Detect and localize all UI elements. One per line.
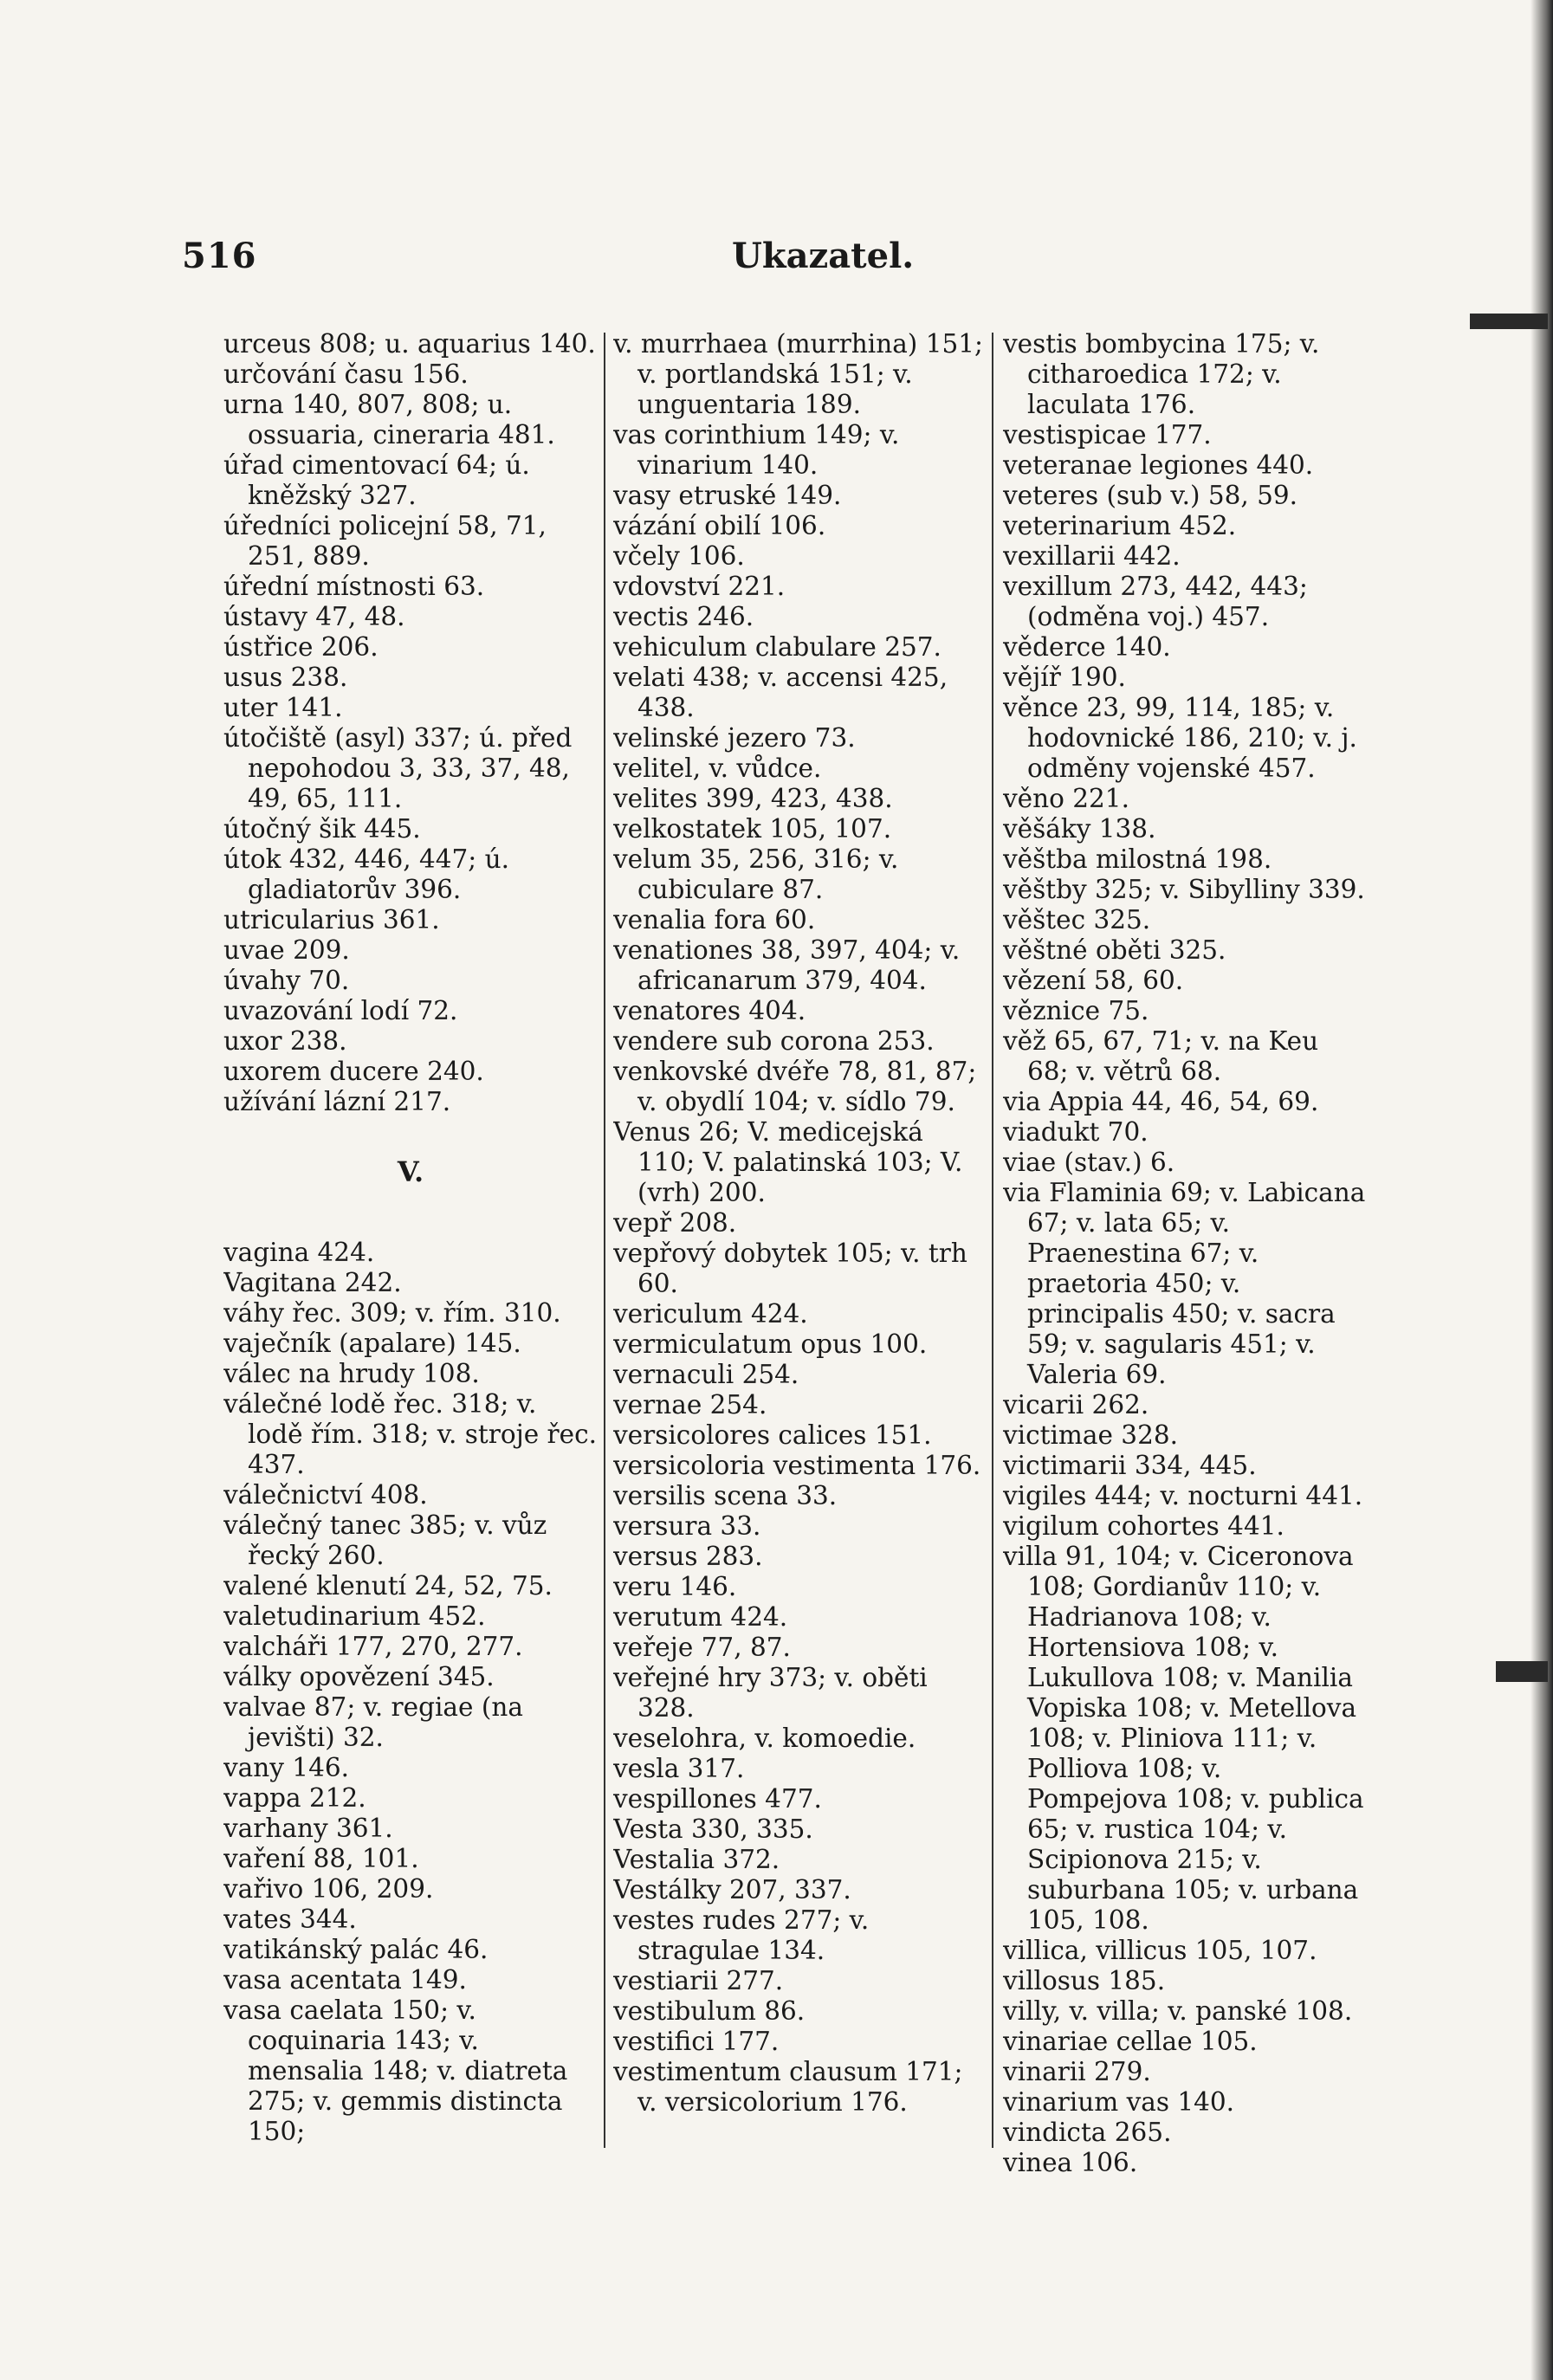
index-entry: válečnictví 408. [223,1480,428,1510]
index-entry: váhy řec. 309; v. řím. 310. [223,1298,561,1328]
running-title: Ukazatel. [732,236,915,276]
index-entry: vagina 424. [223,1238,375,1267]
index-column-2 [613,329,986,2118]
index-entry: via Flaminia 69; v. Labicana 67; v. lata 65; v. Praenestina 67; v. praetoria 450; v. principalis 450; v. sacra 59; v. sagularis 451; v. Valeria 69. [1003,1178,1366,1389]
index-entry: vas corinthium 149; v. vinarium 140. [613,420,900,480]
index-entry: uter 141. [223,693,343,722]
page-edge-shadow [1530,0,1553,2380]
index-entry: veřejné hry 373; v. oběti 328. [613,1663,928,1723]
index-entry: v. murrhaea (murrhina) 151; v. portlandská 151; v. unguentaria 189. [613,329,983,419]
index-entry: vernaculi 254. [613,1360,799,1389]
index-entry: vany 146. [223,1753,349,1782]
index-entry: valvae 87; v. regiae (na jevišti) 32. [223,1692,523,1752]
index-column-3 [1003,329,1367,2178]
index-entry: vindicta 265. [1003,2118,1172,2147]
index-entry: vexillum 273, 442, 443; (odměna voj.) 457. [1003,572,1308,631]
index-entry: vespillones 477. [613,1784,822,1814]
index-entry: velitel, v. vůdce. [613,753,822,783]
index-entry: vějíř 190. [1003,663,1126,692]
index-entry: vězení 58, 60. [1003,966,1184,995]
index-entry: valetudinarium 452. [223,1601,486,1631]
index-entry: vestiarii 277. [613,1966,784,1995]
index-entry: útočný šik 445. [223,814,421,844]
index-entry: věštba milostná 198. [1003,844,1272,874]
index-entry: věštby 325; v. Sibylliny 339. [1003,875,1365,904]
index-entry: válečné lodě řec. 318; v. lodě řím. 318; v. stroje řec. 437. [223,1389,598,1479]
index-entry: věšáky 138. [1003,814,1156,844]
index-entry: uvazování lodí 72. [223,996,458,1025]
index-entry: veřeje 77, 87. [613,1633,791,1662]
index-entry: uxor 238. [223,1026,347,1056]
index-entry: vehiculum clabulare 257. [613,632,942,662]
index-entry: vericulum 424. [613,1299,808,1329]
entries-group-u [223,329,598,1117]
index-entry: veselohra, v. komoedie. [613,1724,916,1753]
index-entry: uvae 209. [223,935,350,965]
index-entry: války opovězení 345. [223,1662,495,1691]
index-entry: věno 221. [1003,784,1129,813]
index-entry: valcháři 177, 270, 277. [223,1632,523,1661]
entries-group [1003,329,1367,2178]
index-entry: Vagitana 242. [223,1268,402,1297]
index-entry: útok 432, 446, 447; ú. gladiatorův 396. [223,844,509,904]
index-entry: versicolores calices 151. [613,1420,932,1450]
index-entry: vaření 88, 101. [223,1844,419,1873]
index-entry: vařivo 106, 209. [223,1874,434,1904]
index-entry: versura 33. [613,1511,761,1541]
index-entry: venatores 404. [613,996,806,1025]
index-entry: věderce 140. [1003,632,1171,662]
index-entry: válec na hrudy 108. [223,1359,480,1388]
index-entry: uxorem ducere 240. [223,1057,484,1086]
index-entry: ústřice 206. [223,632,379,662]
index-entry: určování času 156. [223,359,469,389]
index-entry: villosus 185. [1003,1966,1166,1995]
index-entry: urceus 808; u. aquarius 140. [223,329,596,359]
index-entry: věznice 75. [1003,996,1149,1025]
index-entry: versicoloria vestimenta 176. [613,1451,981,1480]
index-entry: vasa acentata 149. [223,1965,467,1995]
index-entry: veteranae legiones 440. [1003,450,1314,480]
index-entry: villa 91, 104; v. Ciceronova 108; Gordianův 110; v. Hadrianova 108; v. Hortensiova 108; v. Lukullova 108; v. Manilia Vopiska 108; v. Metellova 108; v. Pliniova 111; v. Polliova 108; v. Pompejova 108; v. publica 65; v. rustica 104; v. Scipionova 215; v. suburbana 105; v. urbana 105, 108. [1003,1542,1364,1935]
index-entry: vestes rudes 277; v. stragulae 134. [613,1905,870,1965]
index-entry: vinarii 279. [1003,2057,1151,2086]
entries-group-v [223,1238,598,2147]
column-divider [604,333,605,2148]
index-entry: victimarii 334, 445. [1003,1451,1257,1480]
index-entry: ústavy 47, 48. [223,602,405,631]
index-entry: usus 238. [223,663,348,692]
index-entry: velites 399, 423, 438. [613,784,893,813]
index-entry: vinariae cellae 105. [1003,2027,1258,2056]
index-entry: vendere sub corona 253. [613,1026,935,1056]
index-entry: velkostatek 105, 107. [613,814,892,844]
section-letter: V. [397,1155,424,1188]
index-entry: veteres (sub v.) 58, 59. [1003,481,1298,510]
index-entry: vepřový dobytek 105; v. trh 60. [613,1239,967,1298]
index-entry: venalia fora 60. [613,905,816,935]
edge-mark [1496,1661,1548,1682]
index-entry: Vestálky 207, 337. [613,1875,851,1905]
index-entry: villy, v. villa; v. panské 108. [1003,1996,1353,2026]
page-number: 516 [182,236,257,276]
index-entry: villica, villicus 105, 107. [1003,1936,1317,1965]
index-entry: úředníci policejní 58, 71, 251, 889. [223,511,547,571]
index-entry: útočiště (asyl) 337; ú. před nepohodou 3, 33, 37, 48, 49, 65, 111. [223,723,573,813]
index-entry: vasa caelata 150; v. coquinaria 143; v. mensalia 148; v. diatreta 275; v. gemmis distincta 150; [223,1995,568,2146]
index-entry: viadukt 70. [1003,1117,1149,1147]
index-entry: Venus 26; V. medicejská 110; V. palatinská 103; V. (vrh) 200. [613,1117,963,1207]
index-entry: venationes 38, 397, 404; v. africanarum 379, 404. [613,935,961,995]
index-column-1 [223,329,598,2147]
index-entry: vigiles 444; v. nocturni 441. [1003,1481,1363,1510]
index-entry: užívání lázní 217. [223,1087,451,1116]
index-entry: úřední místnosti 63. [223,572,485,601]
index-entry: versilis scena 33. [613,1481,838,1510]
index-entry: verutum 424. [613,1602,788,1632]
index-entry: úřad cimentovací 64; ú. kněžský 327. [223,450,530,510]
index-entry: vestifici 177. [613,2027,780,2056]
index-entry: urna 140, 807, 808; u. ossuaria, cineraria 481. [223,390,555,449]
index-entry: vázání obilí 106. [613,511,826,540]
index-entry: včely 106. [613,541,745,571]
index-entry: vdovství 221. [613,572,786,601]
index-entry: versus 283. [613,1542,763,1571]
index-entry: vesla 317. [613,1754,745,1783]
index-entry: utricularius 361. [223,905,440,935]
index-entry: vaječník (apalare) 145. [223,1329,521,1358]
index-entry: věž 65, 67, 71; v. na Keu 68; v. větrů 68. [1003,1026,1319,1086]
index-entry: vepř 208. [613,1208,737,1238]
column-divider [992,333,993,2148]
index-entry: vestis bombycina 175; v. citharoedica 172; v. laculata 176. [1003,329,1320,419]
index-entry: velati 438; v. accensi 425, 438. [613,663,948,722]
index-entry: veru 146. [613,1572,737,1601]
index-entry: vasy etruské 149. [613,481,842,510]
index-entry: vestispicae 177. [1003,420,1212,449]
index-entry: veterinarium 452. [1003,511,1237,540]
index-entry: vappa 212. [223,1783,366,1813]
index-entry: vexillarii 442. [1003,541,1181,571]
index-entry: vinea 106. [1003,2148,1138,2177]
entries-group [613,329,986,2118]
index-entry: velinské jezero 73. [613,723,856,753]
index-entry: valené klenutí 24, 52, 75. [223,1571,553,1601]
index-entry: věnce 23, 99, 114, 185; v. hodovnické 186, 210; v. j. odměny vojenské 457. [1003,693,1357,783]
index-entry: vestibulum 86. [613,1996,806,2026]
index-entry: vigilum cohortes 441. [1003,1511,1284,1541]
index-entry: vates 344. [223,1905,357,1934]
index-entry: Vestalia 372. [613,1845,780,1874]
index-entry: venkovské dvéře 78, 81, 87; v. obydlí 104; v. sídlo 79. [613,1057,977,1116]
index-entry: viae (stav.) 6. [1003,1148,1175,1177]
index-entry: věštec 325. [1003,905,1151,935]
index-entry: varhany 361. [223,1814,393,1843]
edge-mark [1470,314,1548,329]
index-entry: vestimentum clausum 171; v. versicolorium 176. [613,2057,963,2117]
index-entry: vectis 246. [613,602,754,631]
index-entry: Vesta 330, 335. [613,1814,813,1844]
index-entry: velum 35, 256, 316; v. cubiculare 87. [613,844,899,904]
index-entry: vicarii 262. [1003,1390,1149,1420]
index-entry: vatikánský palác 46. [223,1935,489,1964]
index-entry: vernae 254. [613,1390,767,1420]
index-entry: via Appia 44, 46, 54, 69. [1003,1087,1319,1116]
index-entry: věštné oběti 325. [1003,935,1226,965]
index-entry: vinarium vas 140. [1003,2087,1235,2117]
index-entry: válečný tanec 385; v. vůz řecký 260. [223,1510,547,1570]
index-entry: vermiculatum opus 100. [613,1329,928,1359]
index-entry: victimae 328. [1003,1420,1178,1450]
index-entry: úvahy 70. [223,966,350,995]
